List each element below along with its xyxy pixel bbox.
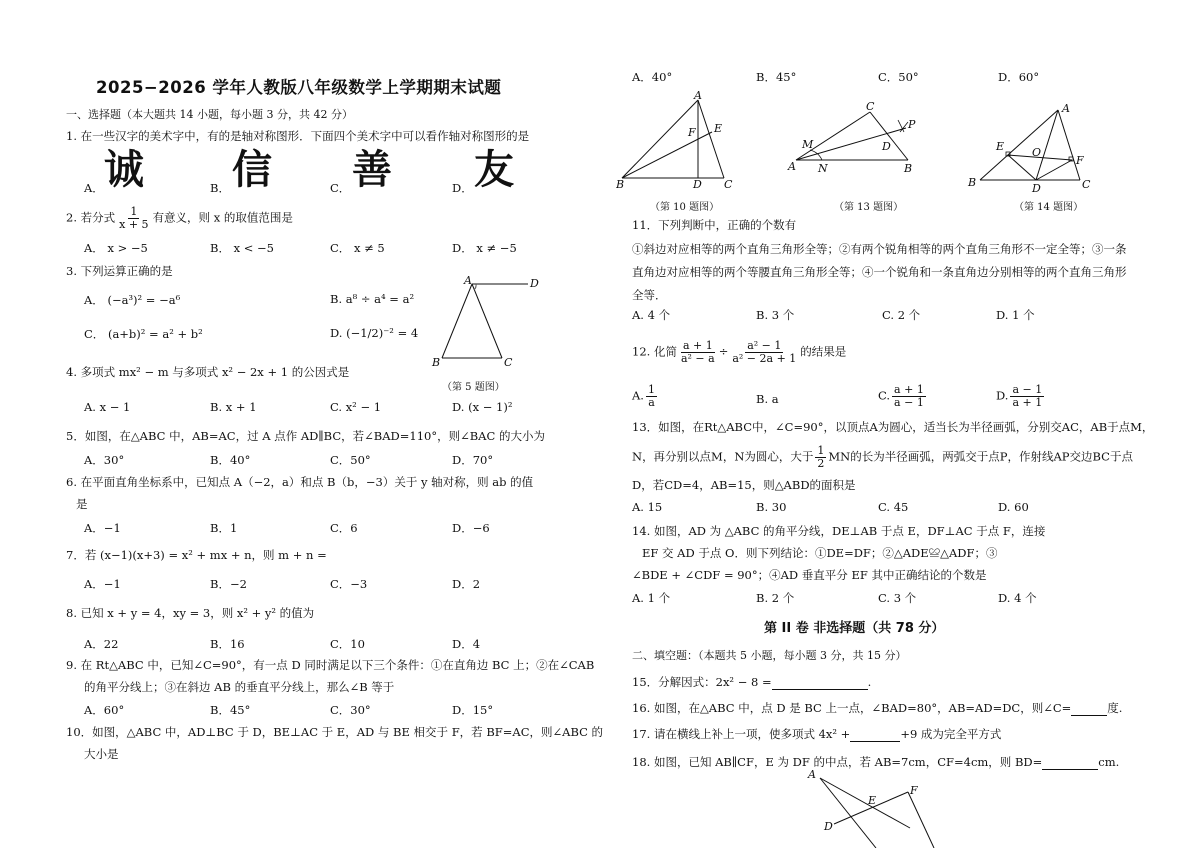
fig5-label-a: A (464, 274, 472, 287)
q6-option-b: B．1 (210, 521, 238, 535)
fig5-label-c: C (504, 356, 513, 369)
q14-line-1: 14. 如图，AD 为 △ABC 的角平分线，DE⊥AB 于点 E，DF⊥AC 于点 F，连接 (632, 524, 1046, 538)
section-2-heading: 二、填空题：（本题共 5 小题，每小题 3 分，共 15 分） (632, 649, 907, 662)
part-2-heading: 第 II 卷 非选择题（共 78 分） (764, 621, 945, 636)
fig5-label-b: B (432, 356, 441, 369)
fig18-label-f: F (910, 784, 918, 797)
q12-option-c-num: a + 1 (894, 383, 924, 396)
fig10-label-d: D (693, 178, 702, 191)
q3-option-d: D. (−1/2)⁻² = 4 (330, 326, 419, 340)
fig13-label-c: C (866, 100, 875, 113)
q14-option-c: C. 3 个 (878, 591, 917, 605)
q5-stem: 5．如图，在△ABC 中，AB=AC，过 A 点作 AD∥BC，若∠BAD=110°，则∠BAC 的大小为 (66, 429, 545, 443)
q9-option-c: C．30° (330, 703, 371, 717)
q9-stem: 9. 在 Rt△ABC 中，已知∠C=90°，有一点 D 同时满足以下三个条件：①在直角边 BC 上；②在∠CAB (66, 658, 595, 672)
q15-answer-blank[interactable] (772, 689, 868, 690)
q15 (632, 674, 871, 690)
q14-option-a: A. 1 个 (632, 591, 671, 605)
q4-option-d: D. (x − 1)² (452, 400, 513, 414)
q1-label-c: C． (330, 181, 351, 195)
fig13-label-p: P (908, 118, 916, 131)
q12-option-a-num: 1 (647, 383, 655, 396)
q8-option-d: D．4 (452, 637, 481, 651)
fig13-label-m: M (802, 138, 814, 151)
q12-fraction-1 (679, 340, 717, 365)
q17-suffix: +9 成为完全平方式 (900, 727, 1002, 741)
q4-option-a: A. x − 1 (84, 400, 131, 414)
q5-option-d: D．70° (452, 453, 494, 467)
q12-n2: a² − 1 (747, 339, 782, 352)
q11-option-d: D. 1 个 (996, 308, 1035, 322)
q10-option-a: A．40° (632, 70, 673, 84)
fig18-label-d: D (824, 820, 833, 833)
fig5-caption: （第 5 题图） (442, 382, 505, 393)
q12-d1: a² − a (680, 352, 715, 365)
q7-option-a: A．−1 (84, 577, 121, 591)
q12-option-d-num: a − 1 (1012, 383, 1043, 396)
q12-option-a-frac (646, 384, 657, 409)
fig14-label-b: B (968, 176, 977, 189)
fig10-caption: （第 10 题图） (650, 202, 720, 213)
q8-option-b: B．16 (210, 637, 245, 651)
fig14-label-f: F (1076, 154, 1084, 167)
q3-stem: 3. 下列运算正确的是 (66, 264, 173, 278)
fig10-label-c: C (724, 178, 733, 191)
q4-option-b: B. x + 1 (210, 400, 257, 414)
fig13-caption: （第 13 题图） (834, 202, 904, 213)
fig14-caption: （第 14 题图） (1014, 202, 1084, 213)
q1-char-d: 友 (474, 147, 514, 193)
q14-option-d: D. 4 个 (998, 591, 1037, 605)
q18-answer-blank[interactable] (1042, 769, 1098, 770)
q9-option-b: B．45° (210, 703, 251, 717)
q14-line-3: ∠BDE + ∠CDF = 90°；④AD 垂直平分 EF 其中正确结论的个数是 (632, 568, 987, 582)
q4-stem: 4. 多项式 mx² − m 与多项式 x² − 2x + 1 的公因式是 (66, 365, 350, 379)
q5-option-c: C．50° (330, 453, 371, 467)
q2-option-b: B． x < −5 (210, 241, 274, 255)
q12-stem (632, 340, 846, 365)
q10-option-d: D．60° (998, 70, 1040, 84)
q10-stem: 10．如图，△ABC 中，AD⊥BC 于 D，BE⊥AC 于 E，AD 与 BE 相交于 F，若 BF=AC，则∠ABC 的 (66, 725, 604, 739)
q13-fraction (815, 445, 826, 470)
q13-option-b: B. 30 (756, 500, 787, 514)
q18-suffix: cm. (1098, 755, 1120, 769)
q13-fd: 2 (817, 457, 825, 470)
q11-option-c: C. 2 个 (882, 308, 921, 322)
q12-fraction-2 (730, 340, 798, 365)
fig14-label-a: A (1062, 102, 1070, 115)
q18-text: 18. 如图，已知 AB∥CF，E 为 DF 的中点，若 AB=7cm，CF=4cm，则 BD= (632, 755, 1043, 769)
figure-q14 (962, 98, 1102, 196)
q9-option-d: D．15° (452, 703, 494, 717)
q12-option-d-frac (1010, 384, 1044, 409)
figure-q5 (428, 272, 548, 372)
q13-option-a: A. 15 (632, 500, 663, 514)
q8-option-c: C．10 (330, 637, 365, 651)
q9-option-a: A．60° (84, 703, 125, 717)
q15-text: 15．分解因式：2x² − 8 = (632, 675, 772, 689)
q3-option-c: C． (a+b)² = a² + b² (84, 327, 203, 341)
figure-q18 (804, 768, 944, 848)
fig14-label-e: E (996, 140, 1005, 153)
q3-option-a: A． (−a³)² = −a⁶ (84, 293, 181, 307)
q12-option-d-label: D. (996, 388, 1009, 403)
q4-option-c: C. x² − 1 (330, 400, 382, 414)
fig13-label-b: B (904, 162, 913, 175)
q6-stem: 6. 在平面直角坐标系中，已知点 A（−2，a）和点 B（b，−3）关于 y 轴对称，则 ab 的值 (66, 475, 534, 489)
q11-body: ①斜边对应相等的两个直角三角形全等；②有两个锐角相等的两个直角三角形不一定全等；③一条直角边对应相等的两个等腰直角三角形全等；④一个锐角和一条直角边分别相等的两个直角三角形全等． (632, 242, 1127, 302)
q10-stem-2: 大小是 (84, 747, 119, 761)
q2-option-a: A． x > −5 (84, 241, 148, 255)
q13-line-2a: N，再分别以点M，N为圆心，大于 (632, 449, 814, 464)
q7-option-d: D．2 (452, 577, 481, 591)
q16-answer-blank[interactable] (1071, 715, 1107, 716)
q13-fn: 1 (817, 444, 825, 457)
q12-option-b: B. a (756, 392, 779, 406)
q5-option-b: B．40° (210, 453, 251, 467)
q8-stem: 8. 已知 x + y = 4，xy = 3，则 x² + y² 的值为 (66, 606, 315, 620)
fig13-label-d: D (882, 140, 891, 153)
fig10-label-a: A (694, 90, 702, 102)
q12-stem-b: 的结果是 (800, 344, 847, 359)
q8-option-a: A．22 (84, 637, 119, 651)
q14-option-b: B. 2 个 (756, 591, 795, 605)
exam-title: 2025−2026 学年人教版八年级数学上学期期末试题 (96, 78, 502, 97)
q1-char-c: 善 (352, 147, 392, 193)
q13-option-c: C. 45 (878, 500, 909, 514)
q12-option-a-den: a (648, 396, 655, 409)
q12-option-d (996, 384, 1046, 409)
q2-stem (66, 206, 293, 231)
q13-line-2b: MN的长为半径画弧，两弧交于点P，作射线AP交边BC于点 (828, 449, 1133, 464)
q11-stem: 11．下列判断中，正确的个数有 (632, 218, 797, 232)
q1-label-a: A． (84, 181, 104, 195)
q17-answer-blank[interactable] (850, 741, 900, 742)
q12-op: ÷ (718, 344, 729, 359)
fig14-label-d: D (1032, 182, 1041, 195)
q13-line-1: 13．如图，在Rt△ABC中，∠C=90°，以顶点A为圆心，适当长为半径画弧，分别交AC，AB于点M， (632, 420, 1154, 434)
q16 (632, 700, 1122, 716)
q5-option-a: A．30° (84, 453, 125, 467)
q13-line-2 (632, 445, 1133, 470)
section-1-heading: 一、选择题（本大题共 14 小题，每小题 3 分，共 42 分） (66, 108, 353, 121)
fig13-label-a: A (788, 160, 796, 173)
fig18-label-a: A (808, 768, 816, 781)
q2-stem-b: 有意义，则 x 的取值范围是 (152, 210, 293, 225)
fig14-label-c: C (1082, 178, 1091, 191)
fig13-label-n: N (818, 162, 828, 175)
q7-option-b: B．−2 (210, 577, 247, 591)
fig10-label-b: B (616, 178, 625, 191)
q12-option-a (632, 384, 659, 409)
fig5-label-d: D (530, 277, 539, 290)
fig10-label-f: F (688, 126, 696, 139)
figure-q10 (616, 90, 746, 194)
q2-stem-a: 2. 若分式 (66, 210, 116, 225)
q16-suffix: 度. (1107, 701, 1123, 715)
q6-stem-2: 是 (76, 497, 88, 511)
q11-option-b: B. 3 个 (756, 308, 795, 322)
q12-d2: a² − 2a + 1 (732, 352, 797, 365)
q1-char-a: 诚 (104, 147, 144, 193)
q1-stem: 1. 在一些汉字的美术字中，有的是轴对称图形．下面四个美术字中可以看作轴对称图形的是 (66, 129, 530, 143)
q2-option-c: C． x ≠ 5 (330, 241, 385, 255)
q2-den: x + 5 (119, 218, 149, 231)
q13-line-3: D，若CD=4，AB=15，则△ABD的面积是 (632, 478, 856, 492)
q14-line-2: EF 交 AD 于点 O．则下列结论：①DE=DF；②△ADE≌△ADF；③ (642, 546, 998, 560)
q1-char-b: 信 (232, 147, 272, 193)
q12-option-c-frac (892, 384, 926, 409)
q17-text: 17. 请在横线上补上一项，使多项式 4x² + (632, 727, 851, 741)
q12-option-c-den: a − 1 (894, 396, 924, 409)
q2-fraction (117, 206, 150, 231)
q17 (632, 726, 1001, 742)
q1-label-b: B． (210, 181, 230, 195)
q12-option-c (878, 384, 928, 409)
q6-option-c: C．6 (330, 521, 358, 535)
q9-stem-2: 的角平分线上；③在斜边 AB 的垂直平分线上，那么∠B 等于 (84, 680, 395, 694)
q12-stem-a: 12. 化简 (632, 344, 677, 359)
q7-option-c: C．−3 (330, 577, 368, 591)
q6-option-a: A．−1 (84, 521, 121, 535)
q10-option-b: B．45° (756, 70, 797, 84)
q7-stem: 7．若 (x−1)(x+3) = x² + mx + n，则 m + n = (66, 548, 327, 562)
q2-option-d: D． x ≠ −5 (452, 241, 517, 255)
q12-option-d-den: a + 1 (1012, 396, 1043, 409)
q1-label-d: D． (452, 181, 473, 195)
fig14-label-o: O (1032, 146, 1042, 159)
q16-text: 16. 如图，在△ABC 中，点 D 是 BC 上一点，∠BAD=80°，AB=AD=DC，则∠C= (632, 701, 1072, 715)
q13-option-d: D. 60 (998, 500, 1029, 514)
q12-n1: a + 1 (682, 339, 713, 352)
q3-option-b: B. a⁸ ÷ a⁴ = a² (330, 292, 415, 306)
q15-suffix: . (867, 675, 872, 689)
q2-num: 1 (130, 205, 138, 218)
q11-option-a: A. 4 个 (632, 308, 671, 322)
fig10-label-e: E (714, 122, 723, 135)
q12-option-a-label: A. (632, 388, 644, 403)
q12-option-c-label: C. (878, 388, 891, 403)
q6-option-d: D．−6 (452, 521, 490, 535)
figure-q13 (782, 98, 922, 180)
q10-option-c: C．50° (878, 70, 919, 84)
fig18-label-e: E (868, 794, 877, 807)
